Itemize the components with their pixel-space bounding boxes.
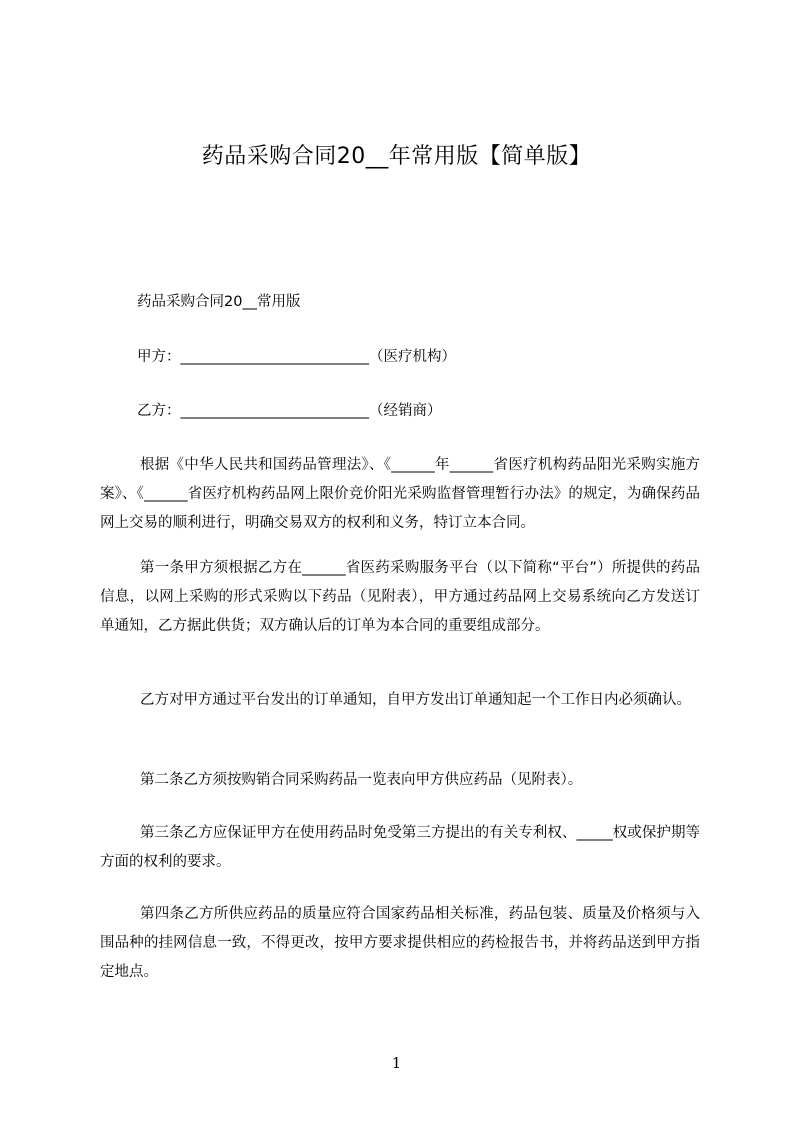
article-4-paragraph: 第四条乙方所供应药品的质量应符合国家药品相关标准，药品包装、质量及价格须与入围品种的挂网信息一致，不得更改，按甲方要求提供相应的药检报告书，并将药品送到甲方指定地点。 bbox=[100, 906, 700, 980]
article-3-paragraph: 第三条乙方应保证甲方在使用药品时免受第三方提出的有关专利权、_____权或保护期等方面的权利的要求。 bbox=[100, 825, 700, 870]
party-a-line: 甲方：__________________________（医疗机构） bbox=[137, 349, 456, 365]
article-1-paragraph: 第一条甲方须根据乙方在______省医药采购服务平台（以下简称“平台”）所提供的药品信息，以网上采购的形式采购以下药品（见附表），甲方通过药品网上交易系统向乙方发送订单通知，乙方据此供货；双方确认后的订单为本合同的重要组成部分。 bbox=[100, 560, 700, 634]
document-subtitle: 药品采购合同20__常用版 bbox=[137, 294, 301, 310]
preamble-paragraph: 根据《中华人民共和国药品管理法》、《______年______省医疗机构药品阳光采购实施方案》、《______省医疗机构药品网上限价竞价阳光采购监督管理暂行办法》的规定，为确保药品网上交易的顺利进行，明确交易双方的权利和义务，特订立本合同。 bbox=[100, 457, 700, 531]
order-confirmation-paragraph: 乙方对甲方通过平台发出的订单通知，自甲方发出订单通知起一个工作日内必须确认。 bbox=[140, 692, 691, 708]
party-b-line: 乙方：__________________________（经销商） bbox=[137, 403, 442, 419]
document-title: 药品采购合同20__年常用版【简单版】 bbox=[201, 144, 592, 169]
article-2-paragraph: 第二条乙方须按购销合同采购药品一览表向甲方供应药品（见附表）。 bbox=[140, 772, 583, 788]
page-number: 1 bbox=[391, 1054, 402, 1072]
